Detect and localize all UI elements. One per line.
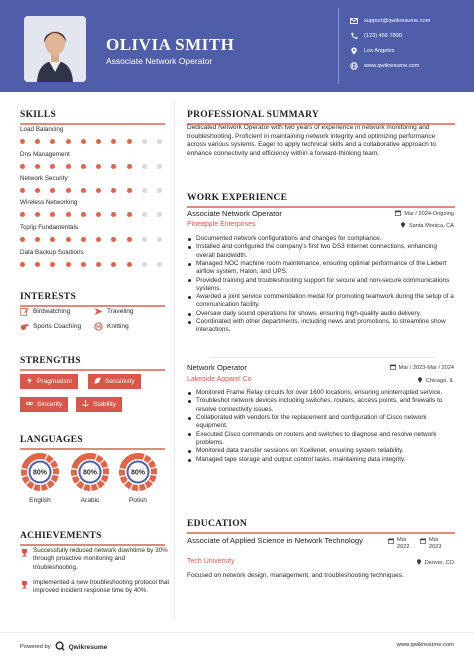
- qwikresume-logo-icon: [55, 641, 65, 653]
- strength-badge: [20, 397, 68, 412]
- contact-website-text: www.qwikresume.com: [364, 63, 420, 69]
- job-dates: [390, 364, 454, 372]
- job-title: Network Operator: [187, 363, 247, 372]
- skill-dot: [142, 139, 147, 144]
- strength-badge: [20, 374, 78, 389]
- job-bullet: Provided training and troubleshooting support for secure and non-secure communications systems.: [187, 277, 457, 293]
- achievement-item: [20, 579, 170, 596]
- skill-level: [20, 139, 162, 144]
- job-bullet: Managed tape storage and output control tasks, maintaining data integrity.: [187, 456, 457, 464]
- footer-divider: [0, 632, 474, 633]
- skill-dot: [66, 139, 71, 144]
- skill-dot: [157, 237, 162, 242]
- skill-name: Network Security: [20, 175, 68, 182]
- skill-name: Dns Management: [20, 151, 70, 158]
- skill-dot: [35, 212, 40, 217]
- skill-dot: [35, 237, 40, 242]
- job-bullet: Coordinated with other departments, including news and promotions, to streamline show interactions.: [187, 318, 457, 334]
- skill-dot: [35, 139, 40, 144]
- contact-email[interactable]: [350, 17, 430, 25]
- education-title: EDUCATION: [187, 519, 248, 529]
- skill-dot: [96, 139, 101, 144]
- language-ring: [20, 452, 60, 492]
- skill-dot: [50, 212, 55, 217]
- achievement-text: Implemented a new troubleshooting protocol that improved incident response time by 40%.: [33, 579, 170, 595]
- job-bullet: Monitored data transfer sessions on Xcellenet, ensuring system reliability.: [187, 447, 457, 455]
- job-separator: [210, 357, 435, 358]
- skill-dot: [111, 188, 116, 193]
- column-divider: [174, 100, 175, 620]
- skill-dot: [142, 262, 147, 267]
- achievement-text: Successfully reduced network downtime by 30% through proactive monitoring and troubleshooting.: [33, 547, 168, 571]
- interest-label: Knitting: [107, 323, 129, 330]
- job-bullet: Monitored Frame Relay circuits for over 1600 locations, ensuring uninterrupted service.: [187, 389, 457, 397]
- leaf-icon: [94, 377, 101, 386]
- skill-dot: [81, 188, 86, 193]
- job-bullet: Awarded a joint service commendation medal for promoting teamwork during the setup of a communication facility.: [187, 293, 457, 309]
- brand-name: Qwikresume: [68, 643, 108, 651]
- education-underline: [187, 532, 455, 534]
- skill-dot: [35, 262, 40, 267]
- job-location-text: Santa Monica, CA: [408, 223, 454, 229]
- languages-title: LANGUAGES: [20, 435, 83, 445]
- skill-name: Data Backup Solutions: [20, 249, 84, 256]
- job-bullet: Documented network configurations and changes for compliance.: [187, 235, 457, 243]
- trophy-icon: [20, 580, 29, 589]
- interest-label: Traveling: [107, 308, 134, 315]
- interest-item: [94, 322, 129, 331]
- education-description: Focused on network design, management, and troubleshooting techniques.: [187, 572, 404, 579]
- candidate-name: OLIVIA SMITH: [106, 35, 235, 54]
- language-ring: [118, 452, 158, 492]
- skill-dot: [35, 188, 40, 193]
- interests-title: INTERESTS: [20, 292, 77, 302]
- language-name: Polish: [129, 497, 147, 504]
- trophy-icon: [20, 548, 29, 557]
- skill-dot: [96, 212, 101, 217]
- footer-url[interactable]: www.qwikresume.com: [396, 642, 454, 648]
- skill-level: [20, 262, 162, 267]
- skill-dot: [20, 262, 25, 267]
- skill-dot: [50, 139, 55, 144]
- job-title: Associate Network Operator: [187, 209, 282, 218]
- job-dates-text: Mar / 2024-Ongoing: [404, 211, 454, 217]
- calendar-icon: [395, 210, 401, 218]
- globe-icon: [350, 62, 358, 70]
- interest-item: [94, 307, 134, 316]
- resume-header: [0, 0, 474, 92]
- education-end-month: Mar: [429, 537, 439, 543]
- skill-dot: [66, 262, 71, 267]
- job-bullet: Executed Cisco commands on routers and switches to diagnose and resolve network problems.: [187, 431, 457, 447]
- experience-title: WORK EXPERIENCE: [187, 193, 288, 203]
- location-pin-icon: [350, 47, 358, 55]
- job-dates: [395, 210, 454, 218]
- whistle-icon: [20, 322, 29, 331]
- skill-dot: [20, 237, 25, 242]
- skill-dot: [66, 237, 71, 242]
- skill-dot: [35, 164, 40, 169]
- skills-title: SKILLS: [20, 110, 57, 120]
- skill-dot: [111, 262, 116, 267]
- strengths-title: STRENGTHS: [20, 356, 81, 366]
- contact-location: [350, 47, 394, 55]
- skill-dot: [127, 188, 132, 193]
- achievement-item: [20, 547, 170, 572]
- job-location: [400, 222, 454, 230]
- skill-dot: [50, 164, 55, 169]
- interest-label: Birdwatching: [33, 308, 71, 315]
- skill-dot: [81, 237, 86, 242]
- location-pin-icon: [417, 377, 423, 385]
- skill-dot: [96, 237, 101, 242]
- skill-dot: [66, 188, 71, 193]
- bolt-icon: [26, 377, 33, 386]
- skill-dot: [157, 262, 162, 267]
- contact-website[interactable]: [350, 62, 419, 70]
- summary-title: PROFESSIONAL SUMMARY: [187, 110, 320, 120]
- edit-icon: [20, 307, 29, 316]
- job-bullets: [187, 389, 457, 464]
- skill-dot: [20, 188, 25, 193]
- skill-dot: [157, 212, 162, 217]
- skill-level: [20, 164, 162, 169]
- contact-phone-text: (123) 456 7890: [364, 33, 402, 39]
- strength-label: Sensitivity: [105, 378, 135, 385]
- skill-dot: [142, 212, 147, 217]
- skill-dot: [20, 164, 25, 169]
- language-ring: [70, 452, 110, 492]
- skill-dot: [157, 188, 162, 193]
- education-start-year: 2022: [397, 544, 410, 550]
- job-bullet: Installed and configured the company's first two DS3 Internet connections, enhancing overall bandwidth.: [187, 243, 457, 259]
- location-pin-icon: [416, 559, 422, 567]
- skill-dot: [127, 262, 132, 267]
- skill-dot: [111, 139, 116, 144]
- education-location: [416, 559, 454, 567]
- strength-badge: [76, 397, 122, 412]
- degree-title: Associate of Applied Science in Network Technology: [187, 536, 363, 545]
- skill-dot: [66, 164, 71, 169]
- skill-name: Wireless Networking: [20, 199, 78, 206]
- skill-name: Tcp/ip Fundamentals: [20, 224, 79, 231]
- strength-badge: [88, 374, 141, 389]
- contact-email-text: support@qwikresume.com: [364, 18, 431, 24]
- languages-underline: [20, 448, 165, 450]
- contact-location-text: Los Angeles: [364, 48, 395, 54]
- job-bullets: [187, 235, 457, 335]
- skill-dot: [157, 139, 162, 144]
- company-name: Lakeside Apparel Co: [187, 376, 252, 383]
- skill-dot: [81, 164, 86, 169]
- skill-dot: [20, 139, 25, 144]
- language-percent: 80%: [130, 469, 146, 477]
- achievements-title: ACHIEVEMENTS: [20, 531, 102, 541]
- header-divider: [338, 8, 339, 84]
- skill-dot: [127, 139, 132, 144]
- skill-dot: [96, 164, 101, 169]
- interest-item: [20, 307, 70, 316]
- skill-dot: [81, 262, 86, 267]
- footer-powered-by[interactable]: [20, 641, 107, 653]
- education-end-date: [420, 537, 441, 551]
- skill-dot: [142, 188, 147, 193]
- job-bullet: Troubleshot network devices including switches, routers, access points, and firewalls to resolve connectivity issues.: [187, 397, 457, 413]
- language-percent: 80%: [82, 469, 98, 477]
- skill-level: [20, 188, 162, 193]
- achievements-underline: [20, 544, 165, 546]
- strength-label: Sincerity: [37, 401, 63, 408]
- profile-photo: [24, 16, 86, 82]
- skill-dot: [127, 237, 132, 242]
- yarn-icon: [94, 322, 103, 331]
- skill-dot: [127, 164, 132, 169]
- interest-label: Sports Coaching: [33, 323, 82, 330]
- summary-text: Dedicated Network Operator with two years of experience in network monitoring and troubleshooting. Proficient in maintaining network integrity and optimizing performance across various systems. Eager to apply technical skills and a collaborative approach to enhance connectivity and efficiency within a forward-thinking team.: [187, 124, 436, 157]
- language-name: Arabic: [80, 497, 100, 504]
- calendar-icon: [420, 538, 426, 551]
- candidate-role: Associate Network Operator: [106, 56, 213, 66]
- skill-dot: [50, 237, 55, 242]
- education-end-year: 2023: [429, 544, 442, 550]
- skill-dot: [127, 212, 132, 217]
- email-icon: [350, 17, 358, 25]
- skill-level: [20, 212, 162, 217]
- powered-by-text: Powered by: [20, 644, 51, 650]
- education-location-text: Denver, CO: [424, 560, 454, 566]
- anchor-icon: [82, 400, 89, 409]
- job-bullet: Managed NOC machine room maintenance, ensuring optimal performance of the Liebert airflow system, Halon, and UPS.: [187, 260, 457, 276]
- skill-dot: [81, 139, 86, 144]
- link-icon: [26, 400, 33, 409]
- experience-underline: [187, 206, 455, 208]
- language-name: English: [29, 497, 51, 504]
- skill-dot: [111, 237, 116, 242]
- school-name: Tech University: [187, 558, 235, 565]
- plane-icon: [94, 307, 103, 316]
- strength-label: Stability: [93, 401, 117, 408]
- company-name: Pineapple Enterprises: [187, 221, 256, 228]
- skill-dot: [81, 212, 86, 217]
- skill-name: Load Balancing: [20, 126, 64, 133]
- education-start-date: [388, 537, 409, 551]
- skill-dot: [66, 212, 71, 217]
- contact-phone[interactable]: [350, 32, 402, 40]
- skill-dot: [50, 262, 55, 267]
- skill-dot: [111, 164, 116, 169]
- education-start-month: Mar: [397, 537, 407, 543]
- job-location: [417, 377, 454, 385]
- strength-label: Pragmatism: [37, 378, 73, 385]
- job-location-text: Chicago, IL: [425, 378, 454, 384]
- phone-icon: [350, 32, 358, 40]
- skill-dot: [111, 212, 116, 217]
- skill-dot: [20, 212, 25, 217]
- location-pin-icon: [400, 222, 406, 230]
- strengths-underline: [20, 369, 165, 371]
- interest-item: [20, 322, 81, 331]
- job-dates-text: Mar / 2023-Mar / 2024: [398, 365, 454, 371]
- calendar-icon: [390, 364, 396, 372]
- skill-dot: [157, 164, 162, 169]
- skill-dot: [96, 262, 101, 267]
- job-bullet: Collaborated with vendors for the replacement and configuration of Cisco network equipment.: [187, 414, 457, 430]
- job-bullet: Oversaw daily sound operations for shows, ensuring high-quality audio delivery.: [187, 310, 457, 318]
- calendar-icon: [388, 538, 394, 551]
- language-percent: 80%: [32, 469, 48, 477]
- skill-dot: [50, 188, 55, 193]
- skill-dot: [96, 188, 101, 193]
- skills-underline: [20, 123, 165, 125]
- skill-dot: [142, 164, 147, 169]
- skill-level: [20, 237, 162, 242]
- skill-dot: [142, 237, 147, 242]
